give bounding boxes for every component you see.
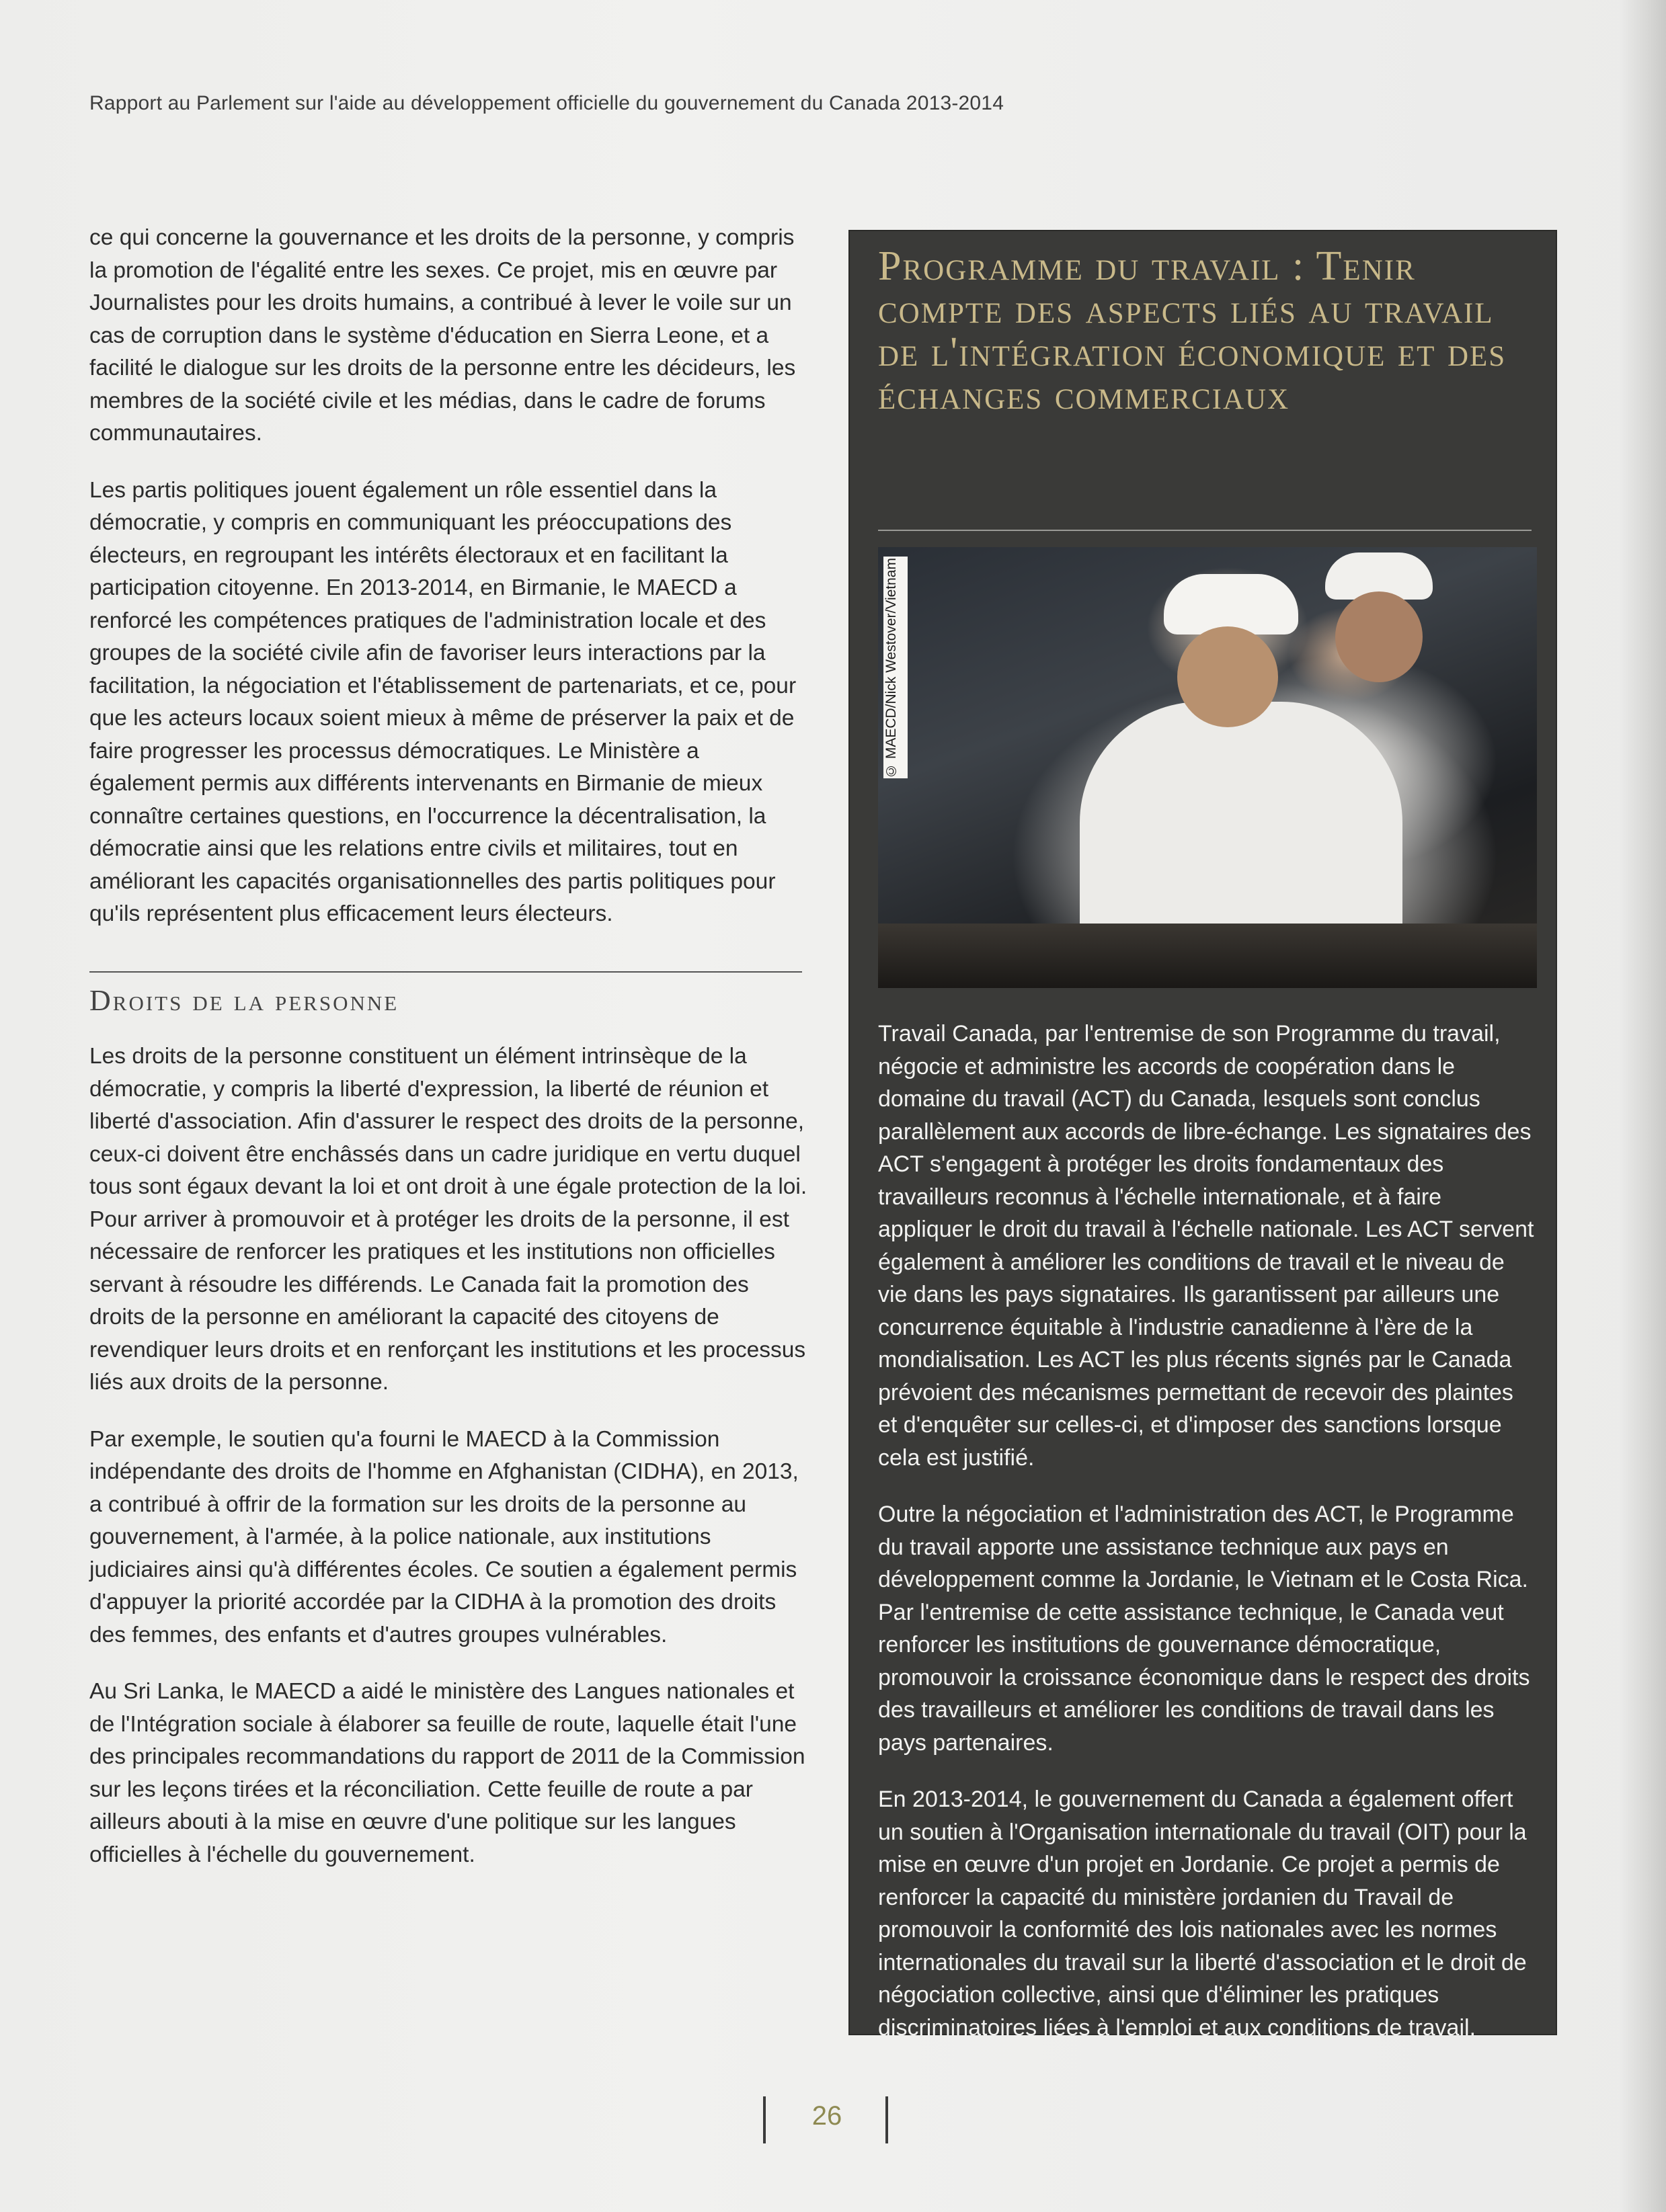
paragraph: Au Sri Lanka, le MAECD a aidé le ministère des Langues nationales et de l'Intégration sociale à élaborer sa feuille de route, laquelle était l'une des principales recommandations du rapport de 2011 de la Commission sur les leçons tirées et la réconciliation. Cette feuille de route a par ailleurs abouti à la mise en œuvre d'une politique sur les langues officielles à l'échelle du gouvernement. bbox=[89, 1679, 805, 1867]
paragraph: ce qui concerne la gouvernance et les droits de la personne, y compris la promotion de l'égalité entre les sexes. Ce projet, mis en œuvre par Journalistes pour les droits humains, a contribué à lever le voile sur un cas de corruption dans le système d'éducation en Sierra Leone, et a facilité le dialogue sur les droits de la personne entre les décideurs, les membres de la société civile et les médias, dans le cadre de forums communautaires. bbox=[89, 225, 796, 446]
sidebar-body bbox=[878, 1018, 1537, 2068]
sidebar-title: Programme du travail : Tenir compte des aspects liés au travail de l'intégration économique et des échanges commerciaux bbox=[878, 243, 1507, 418]
paragraph: Par exemple, le soutien qu'a fourni le MAECD à la Commission indépendante des droits de l'homme en Afghanistan (CIDHA), en 2013, a contribué à offrir de la formation sur les droits de la personne au gouvernement, à l'armée, à la police nationale, aux institutions judiciaires ainsi qu'à différentes écoles. Ce soutien a également permis d'appuyer la priorité accordée par la CIDHA à la promotion des droits des femmes, des enfants et d'autres groupes vulnérables. bbox=[89, 1426, 799, 1647]
footer-bar-left bbox=[763, 2096, 766, 2143]
photo-chef-face bbox=[1335, 591, 1423, 682]
section-divider bbox=[89, 971, 802, 973]
page-edge-shadow bbox=[1619, 0, 1666, 2212]
photo-credit: © MAECD/Nick Westover/Vietnam bbox=[883, 557, 908, 778]
section-heading: Droits de la personne bbox=[89, 984, 399, 1017]
sidebar-box bbox=[848, 230, 1557, 2041]
sidebar-divider bbox=[878, 530, 1532, 531]
running-header: Rapport au Parlement sur l'aide au développement officielle du gouvernement du Canada 2013-2014 bbox=[89, 92, 1004, 114]
page-number: 26 bbox=[811, 2101, 842, 2131]
paragraph: Travail Canada, par l'entremise de son Programme du travail, négocie et administre les accords de coopération dans le domaine du travail (ACT) du Canada, lesquels sont conclus parallèlement aux accords de libre-échange. Les signataires des ACT s'engagent à protéger les droits fondamentaux des travailleurs reconnus à l'échelle internationale, et à faire appliquer le droit du travail à l'échelle nationale. Les ACT servent également à améliorer les conditions de travail et le niveau de vie dans les pays signataires. Ils garantissent par ailleurs une concurrence équitable à l'industrie canadienne à l'ère de la mondialisation. Les ACT les plus récents signés par le Canada prévoient des mécanismes permettant de recevoir des plaintes et d'enquêter sur celles-ci, et d'imposer des sanctions lorsque cela est justifié. bbox=[878, 1021, 1534, 1471]
left-column-intro bbox=[89, 222, 807, 955]
photo-chef-hat bbox=[1164, 574, 1298, 634]
photo-chef-face bbox=[1177, 626, 1278, 727]
footer-bar-right bbox=[885, 2096, 888, 2143]
paragraph: Outre la négociation et l'administration des ACT, le Programme du travail apporte une assistance technique aux pays en développement comme la Jordanie, le Vietnam et le Costa Rica. Par l'entremise de cette assistance technique, le Canada veut renforcer les institutions de gouvernance démocratique, promouvoir la croissance économique dans le respect des droits des travailleurs et améliorer les conditions de travail dans les pays partenaires. bbox=[878, 1502, 1530, 1756]
paragraph: Les partis politiques jouent également un rôle essentiel dans la démocratie, y compris en communiquant les préoccupations des électeurs, en regroupant les intérêts électoraux et en facilitant la participation citoyenne. En 2013-2014, en Birmanie, le MAECD a renforcé les compétences pratiques de l'administration locale et des groupes de la société civile afin de favoriser leurs interactions par la facilitation, la négociation et l'établissement de partenariats, et ce, pour que les acteurs locaux soient mieux à même de préserver la paix et de faire progresser les processus démocratiques. Le Ministère a également permis aux différents intervenants en Birmanie de mieux connaître certaines questions, en l'occurrence la décentralisation, la démocratie ainsi que les relations entre civils et militaires, tout en améliorant les capacités organisationnelles des partis politiques pour qu'ils représentent plus efficacement leurs électeurs. bbox=[89, 477, 797, 926]
left-column-section bbox=[89, 1040, 807, 1895]
cooks-photo bbox=[878, 547, 1537, 988]
paragraph: En 2013-2014, le gouvernement du Canada a également offert un soutien à l'Organisation internationale du travail (OIT) pour la mise en œuvre d'un projet en Jordanie. Ce projet a permis de renforcer la capacité du ministère jordanien du Travail de promouvoir la conformité des lois nationales avec les normes internationales du travail sur la liberté d'association et le droit de négociation collective, ainsi que d'éliminer les pratiques discriminatoires liées à l'emploi et aux conditions de travail. bbox=[878, 1787, 1527, 2041]
photo-workbench bbox=[878, 924, 1537, 988]
paragraph: Les droits de la personne constituent un élément intrinsèque de la démocratie, y compris la liberté d'expression, la liberté de réunion et liberté d'association. Afin d'assurer le respect des droits de la personne, ceux-ci doivent être enchâssés dans un cadre juridique en vertu duquel tous sont égaux devant la loi et ont droit à une égale protection de la loi. Pour arriver à promouvoir et à protéger les droits de la personne, il est nécessaire de renforcer les pratiques et les institutions non officielles servant à résoudre les différends. Le Canada fait la promotion des droits de la personne en améliorant la capacité des citoyens de revendiquer leurs droits et en renforçant les institutions et les processus liés aux droits de la personne. bbox=[89, 1044, 807, 1395]
